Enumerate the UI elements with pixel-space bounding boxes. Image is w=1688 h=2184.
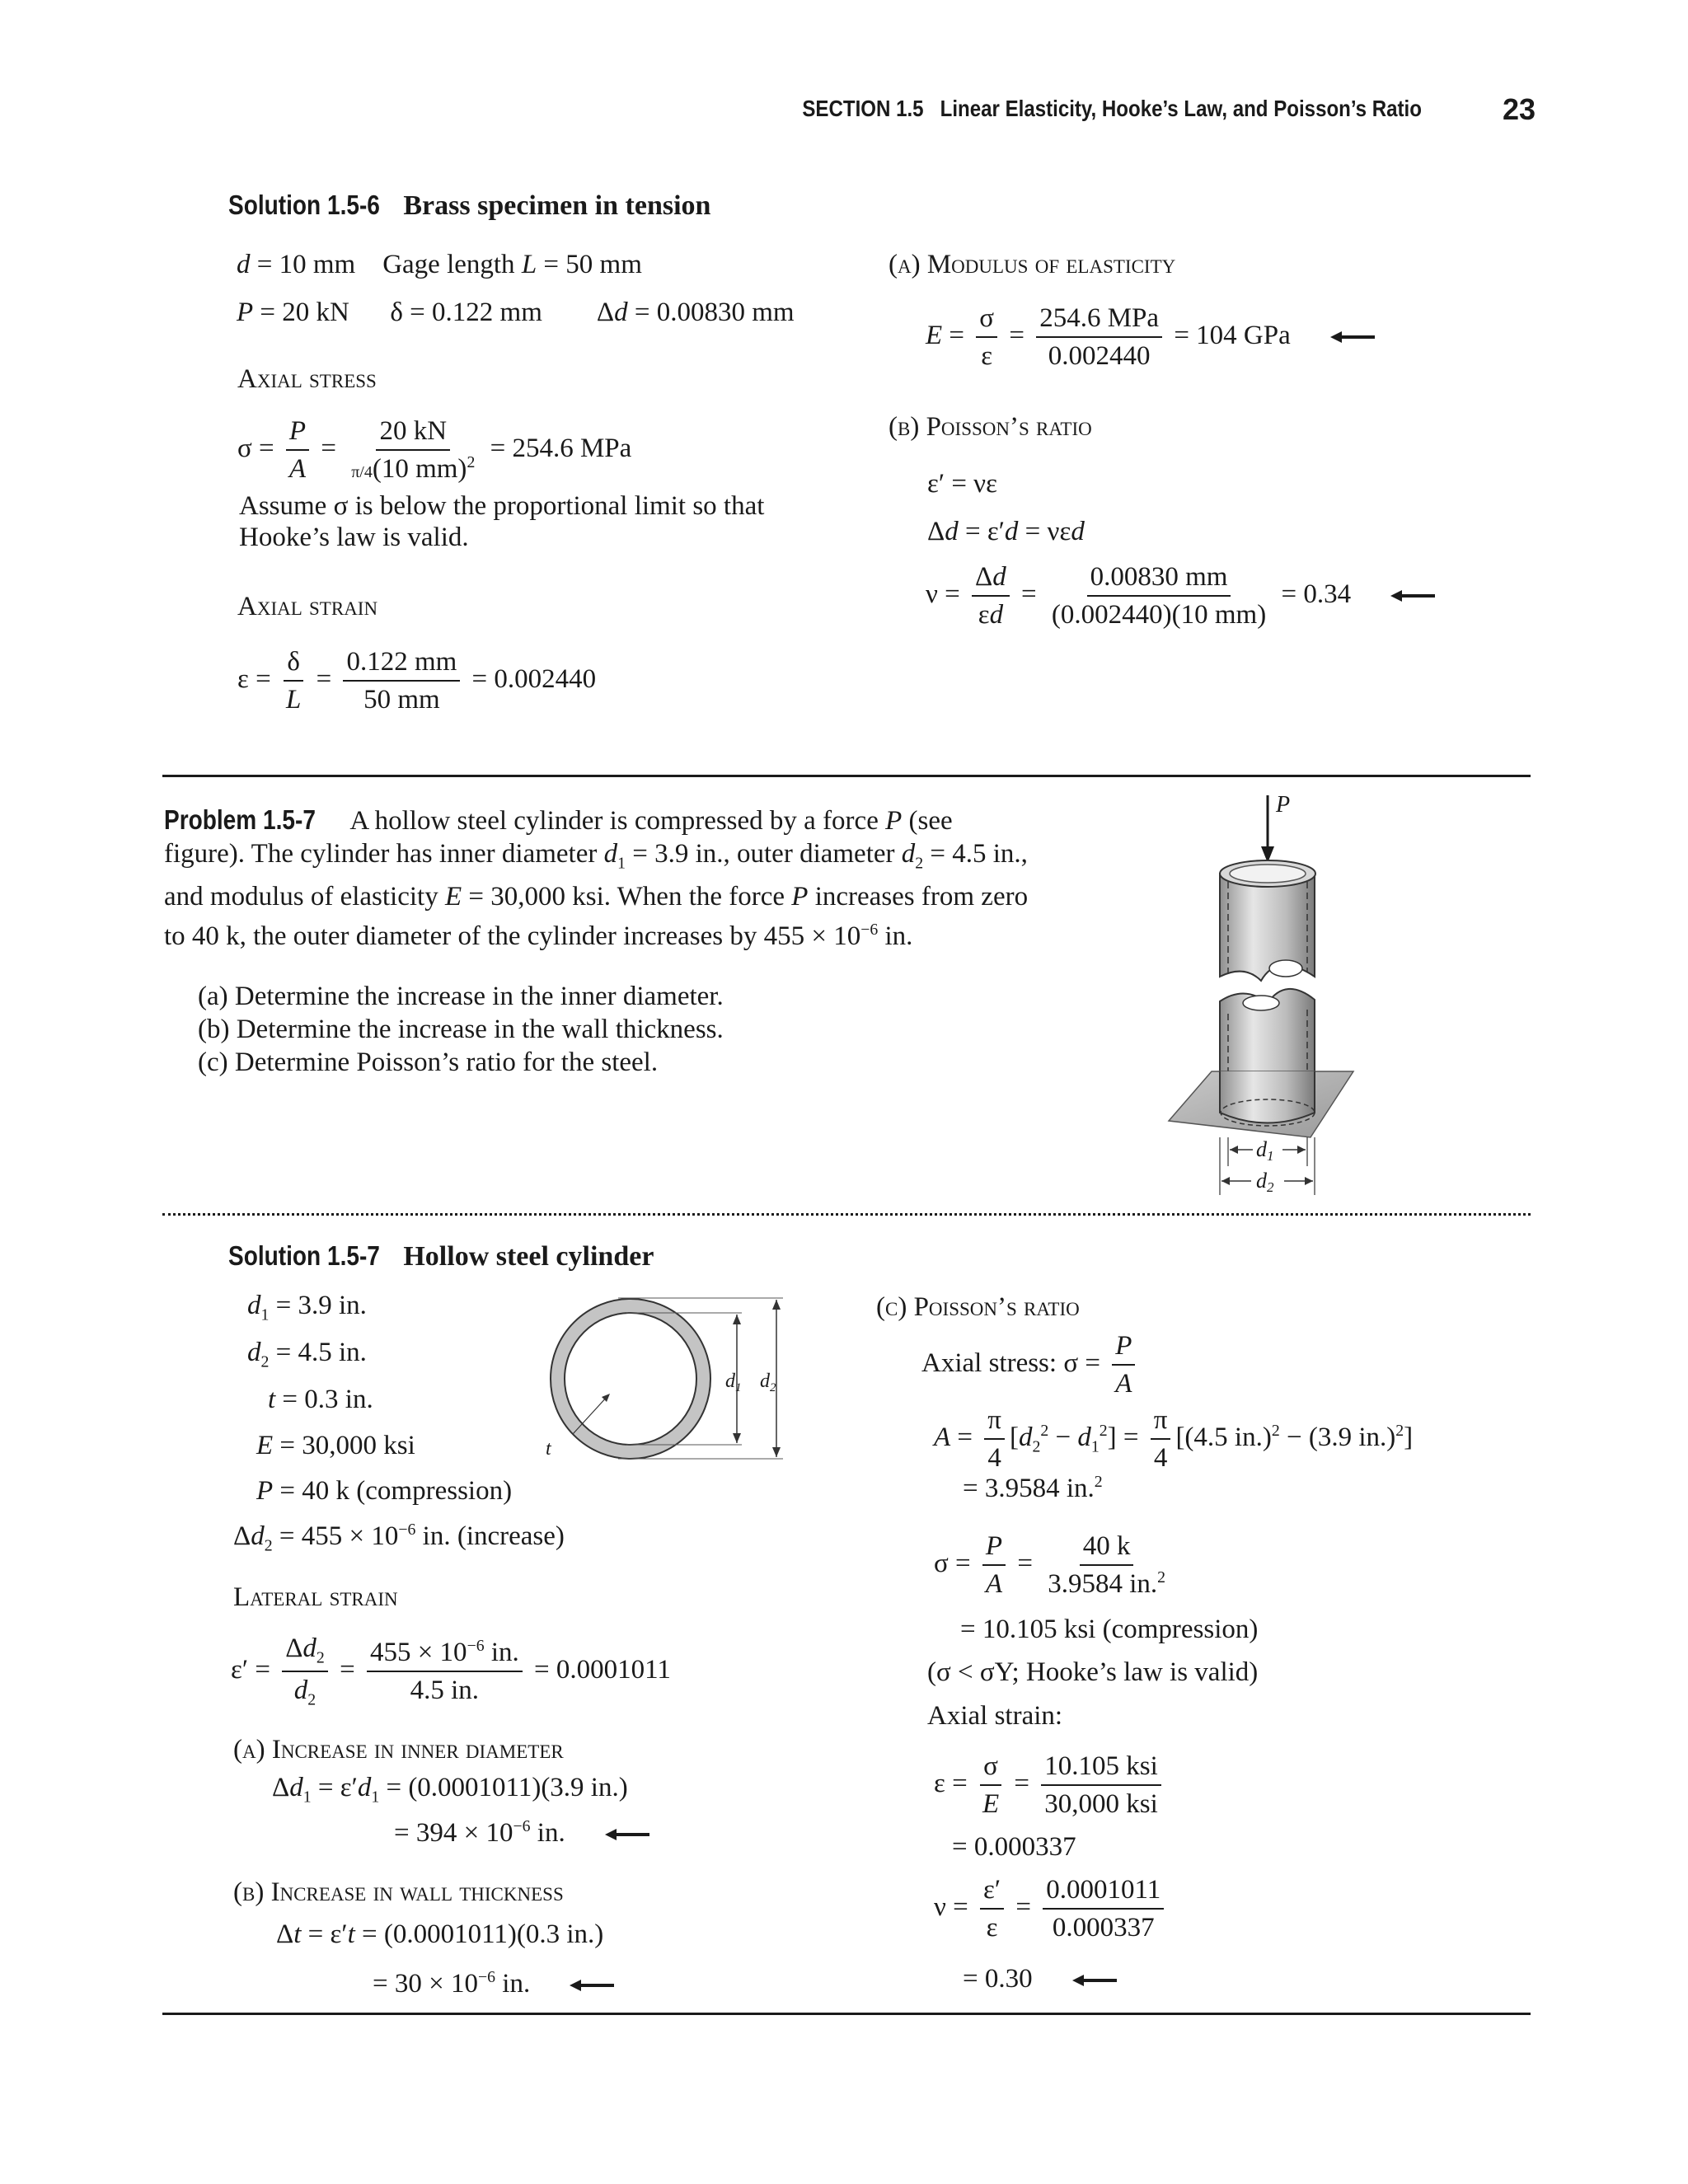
axial-strain-heading: Axial strain [237,592,378,621]
given-E: E = 30,000 ksi [256,1431,415,1460]
assume-line-2: Hooke’s law is valid. [239,523,469,552]
problem-part-c: (c) Determine Poisson’s ratio for the steel. [198,1047,659,1077]
nu-equation-c: ν = $\frac{\varepsilon'}{\varepsilon}$ = $\frac{0.0001011}{0.000337}$ [934,1875,1169,1943]
given-d1: $d_1 = 3.9$ in. [247,1291,367,1324]
inc-inner-eq-2: = $394 \times 10^{-6}$ in. [394,1817,649,1850]
divider-bottom [162,2013,1531,2015]
axial-strain-result: = 0.000337 [952,1832,1076,1862]
answer-arrow-icon [1330,330,1375,344]
answer-arrow-icon [1072,1974,1117,1987]
running-header [701,96,1422,122]
solution-1-5-7-heading: Solution 1.5-7 Hollow steel cylinder [228,1240,654,1272]
nu-result: = 0.30 [963,1963,1117,1996]
ring-cross-section-figure [536,1290,808,1488]
svg-text:P: P [1276,792,1291,818]
problem-1-5-7-text: Problem 1.5-7 A hollow steel cylinder is compressed by a force P (see figure). The cylinder has inner diameter $d_1 = 3.9$ in., outer diameter $d_2 = 4.5$ in., and modulus of elasticity E = 30,000 ksi. When the force P increases from zero to 40 k, the outer diameter of the cylinder increases by $455 \times 10^{-6}$ in. [164,804,1029,951]
inc-wall-eq-2: = $30 \times 10^{-6}$ in. [373,1968,614,2001]
svg-text:d2: $d_2$ [760,1371,776,1394]
sigma-equation: σ = $\frac{P}{A}$ = $\frac{40 k}{3.9584 in.^2}$ [934,1531,1166,1600]
delta-d-eq: Δd = ε′d = νεd [927,517,1085,546]
area-result: = 3.9584 in.$^2$ [963,1473,1103,1503]
eps-prime-eq: ε′ = νε [927,469,997,499]
page-number: 23 [1503,92,1536,126]
nu-equation: ν = $\frac{\Delta d}{\varepsilon d}$ = $\frac{0.00830 mm}{(0.002440)(10 mm)}$ = 0.34 [926,562,1435,630]
inc-inner-heading: (a) Increase in inner diameter [233,1735,564,1765]
divider-dotted [162,1213,1531,1216]
svg-text:d1: d1 [1256,1137,1274,1164]
stress-equation: σ = $\frac{P}{A}$ = $\frac{20 kN}{\pi/4(10 mm)^2}$ = 254.6 MPa [237,416,632,485]
axial-strain-label: Axial strain: [927,1701,1063,1731]
inc-wall-eq-1: Δt = ε′t = (0.0001011)(0.3 in.) [276,1919,604,1949]
hollow-cylinder-figure [1162,787,1376,1199]
area-equation: A = $\frac{\pi}{4}$ $[d_2^2 - d_1^2]$ = $\frac{\pi}{4}$ [(4.5 in.)$^2$ − (3.9 in.)$^2$] [934,1405,1414,1474]
section-title: SECTION 1.5 Linear Elasticity, Hooke’s Law, and Poisson’s Ratio [802,96,1422,121]
lateral-strain-equation: ε′ = $\frac{\Delta d_2}{d_2}$ = $\frac{455 \times 10^{-6} in.}{4.5 in.}$ = 0.0001011 [231,1633,671,1709]
answer-arrow-icon [1390,589,1435,602]
problem-part-b: (b) Determine the increase in the wall thickness. [198,1015,724,1044]
hooke-note: (σ < σY; Hooke’s law is valid) [927,1657,1259,1687]
given-d2: $d_2 = 4.5$ in. [247,1338,367,1371]
solution-1-5-6-heading: Solution 1.5-6 Brass specimen in tension [228,190,711,221]
given-t: t = 0.3 in. [268,1385,373,1414]
svg-text:d2: d2 [1256,1169,1274,1195]
strain-equation: ε = $\frac{\delta}{L}$ = $\frac{0.122 mm}{50 mm}$ = 0.002440 [237,647,597,715]
svg-text:t: t [546,1438,551,1460]
axial-strain-equation: ε = $\frac{\sigma}{E}$ = $\frac{\text{10.105 ksi}}{\text{30,000 ksi}}$ [934,1751,1166,1820]
given-delta-d2: $\Delta d_2 = 455 \times 10^{-6}$ in. (increase) [233,1521,565,1555]
answer-arrow-icon [605,1828,649,1841]
sigma-result: = 10.105 ksi (compression) [960,1615,1259,1644]
answer-arrow-icon [570,1979,614,1992]
assume-line-1: Assume σ is below the proportional limit so that [239,491,765,521]
axial-stress-heading: Axial stress [237,364,377,394]
given-d-L: d = 10 mm Gage length L = 50 mm [237,250,642,279]
lateral-strain-heading: Lateral strain [233,1582,398,1612]
axial-stress-formula: Axial stress: σ = $\frac{P}{A}$ [921,1331,1140,1399]
modulus-equation: E = $\frac{\sigma}{\varepsilon}$ = $\frac{\text{254.6 MPa}}{0.002440}$ = 104 GPa [926,303,1375,372]
divider-top [162,775,1531,777]
inc-inner-eq-1: $\Delta d_1 = \varepsilon'd_1 = (0.0001011)(3.9$ in.) [272,1773,628,1807]
svg-text:d1: $d_1$ [725,1371,742,1394]
modulus-heading: (a) Modulus of elasticity [889,250,1176,279]
inc-wall-heading: (b) Increase in wall thickness [233,1877,564,1907]
problem-part-a: (a) Determine the increase in the inner diameter. [198,982,724,1011]
given-P-delta: P = 20 kN δ = 0.122 mm Δd = 0.00830 mm [237,298,795,327]
given-P: P = 40 k (compression) [256,1476,513,1506]
poisson-heading-a: (b) Poisson’s ratio [889,412,1092,442]
poisson-heading-c: (c) Poisson’s ratio [876,1292,1080,1322]
